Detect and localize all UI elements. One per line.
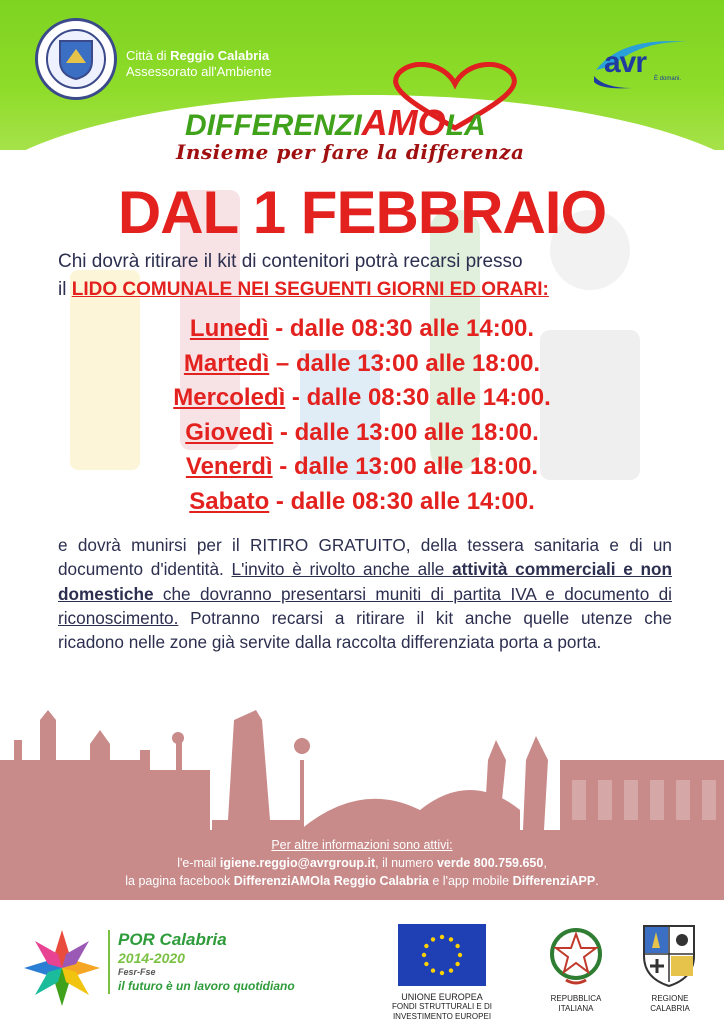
body-u1: L'invito è rivolto anche alle xyxy=(231,559,453,580)
schedule-day: Sabato xyxy=(189,487,270,515)
facebook-page[interactable]: DifferenziAMOla Reggio Calabria xyxy=(233,874,429,888)
schedule-day: Mercoledì xyxy=(173,384,286,411)
city-prefix: Città di xyxy=(126,48,171,63)
schedule-sep: - xyxy=(272,453,294,480)
por-title: POR Calabria xyxy=(118,930,227,949)
body-p1: e dovrà munirsi per il RITIRO GRATUITO, della tessera sanitaria e di un documento d'identità. xyxy=(58,535,672,580)
rc-line2: CALABRIA xyxy=(650,1004,690,1013)
italy-emblem-icon xyxy=(548,924,604,986)
info-l3a: la pagina facebook xyxy=(125,874,234,888)
intro-line2 xyxy=(58,276,688,304)
schedule-hours: dalle 08:30 alle 14:00. xyxy=(290,487,535,515)
schedule-row xyxy=(0,416,724,451)
por-fund: Fesr-Fse xyxy=(118,967,156,977)
brand-part2: AMO xyxy=(361,102,446,143)
schedule-day: Lunedì xyxy=(189,315,269,342)
schedule-row xyxy=(0,381,724,416)
body-ub1: attività commerciali e non domestiche xyxy=(58,559,672,604)
italy-label xyxy=(536,994,616,1014)
info-l3b: e l'app mobile xyxy=(428,874,513,888)
body-p2: Potranno recarsi a ritirare il kit anche quelle utenze che ricadono nelle zone già servite dalla raccolta differenziata porta a porta. xyxy=(58,607,672,653)
brand-part1: DIFFERENZI xyxy=(185,109,362,142)
schedule-hours: dalle 08:30 alle 14:00. xyxy=(306,384,551,411)
footer xyxy=(0,904,724,1024)
schedule-sep: - xyxy=(268,315,290,342)
schedule-row xyxy=(0,450,724,485)
por-motto: il futuro è un lavoro quotidiano xyxy=(118,979,295,993)
intro-prefix: il xyxy=(58,279,72,300)
info-line2 xyxy=(0,854,724,872)
schedule-hours: dalle 08:30 alle 14:00. xyxy=(289,315,535,342)
por-block xyxy=(108,930,295,994)
intro-line1: Chi dovrà ritirare il kit di contenitori potrà recarsi presso xyxy=(58,251,523,272)
info-l3c: . xyxy=(595,874,599,888)
rc-line1: REGIONE xyxy=(651,994,689,1003)
schedule-hours: dalle 13:00 alle 18:00. xyxy=(293,453,539,480)
department: Assessorato all'Ambiente xyxy=(126,64,272,79)
schedule-day: Giovedì xyxy=(185,418,274,446)
eu-label xyxy=(362,992,522,1022)
schedule-day: Venerdì xyxy=(185,453,273,480)
avr-wordmark: avr xyxy=(604,46,647,79)
schedule-row xyxy=(0,312,724,347)
info-heading: Per altre informazioni sono attivi: xyxy=(271,838,453,852)
intro-paragraph xyxy=(58,248,688,304)
schedule-hours: dalle 13:00 alle 18:00. xyxy=(294,418,539,446)
avr-tagline: È domani. xyxy=(654,76,682,82)
schedule-hours: dalle 13:00 alle 18:00. xyxy=(295,349,541,377)
info-line3 xyxy=(0,872,724,890)
schedule-list xyxy=(0,312,724,519)
schedule-row xyxy=(0,485,724,520)
schedule-row xyxy=(0,347,724,382)
eu-line2: FONDI STRUTTURALI E DI INVESTIMENTO EUROPEI xyxy=(391,1002,492,1021)
schedule-day: Martedì xyxy=(183,349,270,377)
phone-number[interactable]: verde 800.759.650 xyxy=(436,856,544,870)
schedule-sep: - xyxy=(269,487,291,515)
brand-tagline: Insieme per fare la differenza xyxy=(176,140,525,164)
eu-flag-icon xyxy=(398,924,486,986)
schedule-sep: - xyxy=(285,384,307,411)
it-line1: REPUBBLICA xyxy=(550,994,602,1003)
info-l2a: l'e-mail xyxy=(177,856,220,870)
brand-title xyxy=(185,102,486,144)
info-l2c: , xyxy=(543,856,547,870)
it-line2: ITALIANA xyxy=(558,1004,594,1013)
por-years: 2014-2020 xyxy=(118,950,185,966)
body-u2: che dovranno presentarsi muniti di partita IVA e documento di riconoscimento. xyxy=(58,583,672,628)
city-name-bold: Reggio Calabria xyxy=(170,48,270,63)
schedule-sep: – xyxy=(269,349,296,377)
info-l2b: , il numero xyxy=(375,856,437,870)
info-block xyxy=(0,836,724,890)
schedule-sep: - xyxy=(273,418,295,446)
brand-part3: LA xyxy=(445,109,486,142)
headline: DAL 1 FEBBRAIO xyxy=(117,179,607,246)
eu-line1: UNIONE EUROPEA xyxy=(401,992,483,1002)
regione-label xyxy=(630,994,710,1014)
body-paragraph xyxy=(58,533,672,654)
por-flower-icon xyxy=(20,926,104,1010)
regione-calabria-shield-icon xyxy=(640,922,698,988)
app-name[interactable]: DifferenziAPP xyxy=(512,874,596,888)
email-link[interactable]: igiene.reggio@avrgroup.it xyxy=(219,856,376,870)
intro-highlight: LIDO COMUNALE NEI SEGUENTI GIORNI ED ORARI: xyxy=(71,279,549,300)
